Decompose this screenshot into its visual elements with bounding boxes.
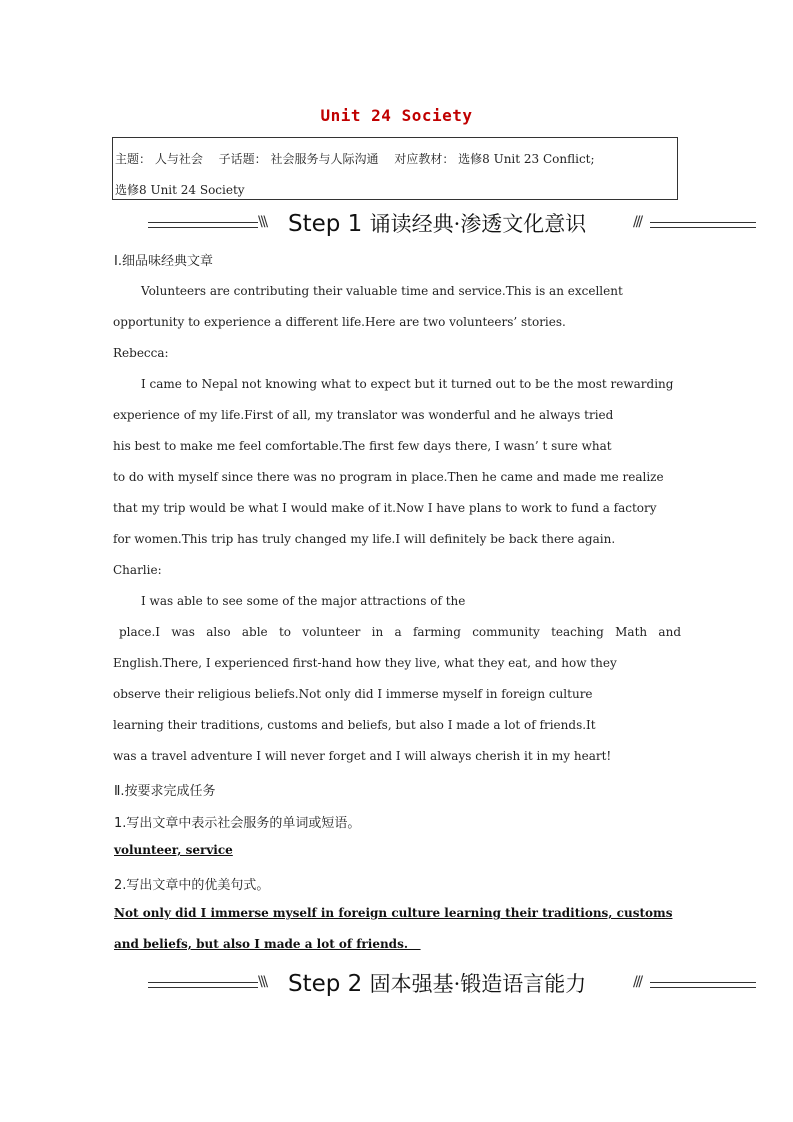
step1-banner: [0, 208, 793, 242]
step2-banner: [0, 968, 793, 1002]
banner-rule-left: [148, 982, 258, 988]
passage-line: for women.This trip has truly changed my life.I will definitely be back there again.: [113, 532, 616, 546]
task2-question: 2.写出文章中的优美句式。: [114, 878, 270, 893]
passage-line: English.There, I experienced first-hand how they live, what they eat, and how they: [113, 656, 617, 670]
passage-line: I came to Nepal not knowing what to expect but it turned out to be the most rewarding: [141, 377, 674, 391]
section2-heading: Ⅱ.按要求完成任务: [114, 784, 216, 799]
task2-answer-text: Not only did I immerse myself in foreign culture learning their traditions, customs: [114, 906, 673, 920]
topic-subtheme: 子话题： 社会服务与人际沟通: [218, 152, 379, 166]
task2-answer-text: and beliefs, but also I made a lot of friends.: [114, 937, 408, 951]
topic-textbook-cont: 选修8 Unit 24 Society: [115, 183, 245, 197]
passage-line: Volunteers are contributing their valuable time and service.This is an excellent: [141, 284, 623, 298]
task2-answer-line1: [114, 906, 686, 921]
banner-slash-icon: \\\: [258, 214, 267, 230]
topic-box: [112, 137, 678, 200]
passage-line: experience of my life.First of all, my translator was wonderful and he always tried: [113, 408, 614, 422]
passage-line: opportunity to experience a different life.Here are two volunteers’ stories.: [113, 315, 566, 329]
topic-theme: 主题： 人与社会: [115, 152, 203, 166]
task1-question: 1.写出文章中表示社会服务的单词或短语。: [114, 816, 361, 831]
passage-line: his best to make me feel comfortable.The first few days there, I wasn’ t sure what: [113, 439, 612, 453]
banner-rule-right: [650, 982, 756, 988]
banner-slash-icon: ///: [633, 214, 642, 230]
banner-slash-icon: ///: [633, 974, 642, 990]
passage-line: learning their traditions, customs and beliefs, but also I made a lot of friends.It: [113, 718, 596, 732]
unit-title: Unit 24 Society: [320, 106, 473, 125]
topic-line-1: [115, 144, 675, 175]
passage-line: to do with myself since there was no program in place.Then he came and made me realize: [113, 470, 664, 484]
topic-textbook: 对应教材： 选修8 Unit 23 Conflict;: [394, 152, 595, 166]
step1-title: Step 1 诵读经典·渗透文化意识: [288, 211, 587, 237]
step2-title: Step 2 固本强基·锻造语言能力: [288, 971, 587, 997]
passage-line: place.I was also able to volunteer in a farming community teaching Math and: [119, 625, 681, 639]
speaker-name: Rebecca:: [113, 346, 169, 360]
banner-rule-left: [148, 222, 258, 228]
task1-answer: [114, 843, 233, 858]
topic-line-2: [115, 175, 675, 206]
banner-slash-icon: \\\: [258, 974, 267, 990]
passage-line: that my trip would be what I would make of it.Now I have plans to work to fund a factory: [113, 501, 657, 515]
section1-heading: Ⅰ.细品味经典文章: [114, 254, 213, 269]
task2-answer-line2: [114, 937, 421, 952]
passage-line: was a travel adventure I will never forget and I will always cherish it in my heart!: [113, 749, 612, 763]
speaker-name: Charlie:: [113, 563, 162, 577]
passage-line: I was able to see some of the major attractions of the: [141, 594, 466, 608]
passage: [113, 276, 681, 772]
task1-answer-text: volunteer, service: [114, 843, 233, 857]
passage-line: observe their religious beliefs.Not only did I immerse myself in foreign culture: [113, 687, 593, 701]
banner-rule-right: [650, 222, 756, 228]
